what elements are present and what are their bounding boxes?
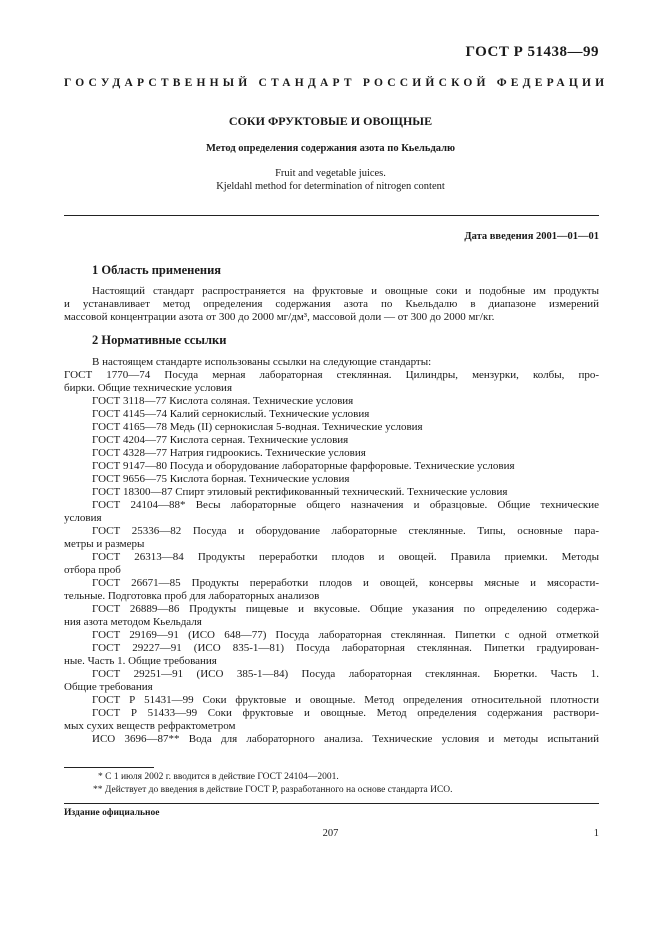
english-title-line-1: Fruit and vegetable juices. xyxy=(275,168,386,179)
reference-line: ГОСТ 26889—86 Продукты пищевые и вкусовые. Общие указания по определению содержа- xyxy=(92,603,599,615)
reference-line: Общие требования xyxy=(64,681,153,693)
reference-line: ГОСТ 26671—85 Продукты переработки плодов и овощей, консервы мясные и мясорасти- xyxy=(92,577,599,589)
reference-line: ГОСТ 1770—74 Посуда мерная лабораторная стеклянная. Цилиндры, мензурки, колбы, про- xyxy=(64,369,599,381)
footnote-divider xyxy=(64,767,154,768)
reference-line: ГОСТ 4204—77 Кислота серная. Технические условия xyxy=(92,434,349,446)
reference-line: ГОСТ 3118—77 Кислота соляная. Технические условия xyxy=(92,395,354,407)
body-line: В настоящем стандарте использованы ссылки на следующие стандарты: xyxy=(92,356,432,368)
reference-line: метры и размеры xyxy=(64,538,145,550)
reference-line: ГОСТ Р 51433—99 Соки фруктовые и овощные. Метод определения содержания раствори- xyxy=(92,707,599,719)
reference-line: ния азота методом Кьельдаля xyxy=(64,616,202,628)
body-line: и устанавливает метод определения содержания азота по Кьельдалю в диапазоне измерений xyxy=(64,298,599,310)
reference-line: ГОСТ 4145—74 Калий сернокислый. Технические условия xyxy=(92,408,370,420)
organization-header: ГОСУДАРСТВЕННЫЙ СТАНДАРТ РОССИЙСКОЙ ФЕДЕРАЦИИ xyxy=(64,77,609,89)
reference-line: ГОСТ 29251—91 (ИСО 385-1—84) Посуда лабораторная стеклянная. Бюретки. Часть 1. xyxy=(92,668,599,680)
reference-line: ГОСТ 4328—77 Натрия гидроокись. Технические условия xyxy=(92,447,366,459)
reference-line: мых сухих веществ рефрактометром xyxy=(64,720,236,732)
reference-line: ИСО 3696—87** Вода для лабораторного анализа. Технические условия и методы испытаний xyxy=(92,733,599,745)
reference-line: ГОСТ 29169—91 (ИСО 648—77) Посуда лабораторная стеклянная. Пипетки с одной отметкой xyxy=(92,629,599,641)
reference-line: ГОСТ 26313—84 Продукты переработки плодов и овощей. Правила приемки. Методы xyxy=(92,551,599,563)
body-line: массовой концентрации азота от 300 до 2000 мг/дм³, массовой доли — от 300 до 2000 мг/кг. xyxy=(64,311,495,323)
reference-line: тельные. Подготовка проб для лабораторных анализов xyxy=(64,590,320,602)
english-title-line-2: Kjeldahl method for determination of nitrogen content xyxy=(216,181,445,192)
reference-line: бирки. Общие технические условия xyxy=(64,382,233,394)
document-title: СОКИ ФРУКТОВЫЕ И ОВОЩНЫЕ xyxy=(228,114,433,128)
reference-line: ные. Часть 1. Общие требования xyxy=(64,655,217,667)
header-divider xyxy=(64,215,599,216)
reference-line: отбора проб xyxy=(64,564,121,576)
reference-line: ГОСТ 9656—75 Кислота борная. Технические условия xyxy=(92,473,350,485)
document-number: ГОСТ Р 51438—99 xyxy=(465,44,599,60)
reference-line: ГОСТ 24104—88* Весы лабораторные общего назначения и образцовые. Общие технические xyxy=(92,499,599,511)
body-line: Настоящий стандарт распространяется на фруктовые и овощные соки и подобные им продукты xyxy=(92,285,599,297)
reference-line: ГОСТ 29227—91 (ИСО 835-1—81) Посуда лабораторная стеклянная. Пипетки градуирован- xyxy=(92,642,599,654)
introduction-date: Дата введения 2001—01—01 xyxy=(464,231,599,242)
reference-line: ГОСТ 25336—82 Посуда и оборудование лабораторные стеклянные. Типы, основные пара- xyxy=(92,525,599,537)
reference-line: ГОСТ 9147—80 Посуда и оборудование лабораторные фарфоровые. Технические условия xyxy=(92,460,515,472)
footer-divider xyxy=(64,803,599,804)
footnote: * С 1 июля 2002 г. вводится в действие ГОСТ 24104—2001. xyxy=(98,772,339,782)
reference-line: ГОСТ Р 51431—99 Соки фруктовые и овощные. Метод определения относительной плотности xyxy=(92,694,599,706)
document-subtitle: Метод определения содержания азота по Кьельдалю xyxy=(205,143,456,154)
edition-label: Издание официальное xyxy=(64,808,160,818)
reference-line: ГОСТ 4165—78 Медь (II) сернокислая 5-водная. Технические условия xyxy=(92,421,423,433)
section-2-heading: 2 Нормативные ссылки xyxy=(92,333,227,347)
page-number: 207 xyxy=(322,828,339,839)
footnote: ** Действует до введения в действие ГОСТ Р, разработанного на основе стандарта ИСО. xyxy=(93,785,453,795)
sheet-number: 1 xyxy=(593,828,599,839)
section-1-heading: 1 Область применения xyxy=(92,263,222,277)
reference-line: ГОСТ 18300—87 Спирт этиловый ректификованный технический. Технические условия xyxy=(92,486,508,498)
reference-line: условия xyxy=(64,512,102,524)
